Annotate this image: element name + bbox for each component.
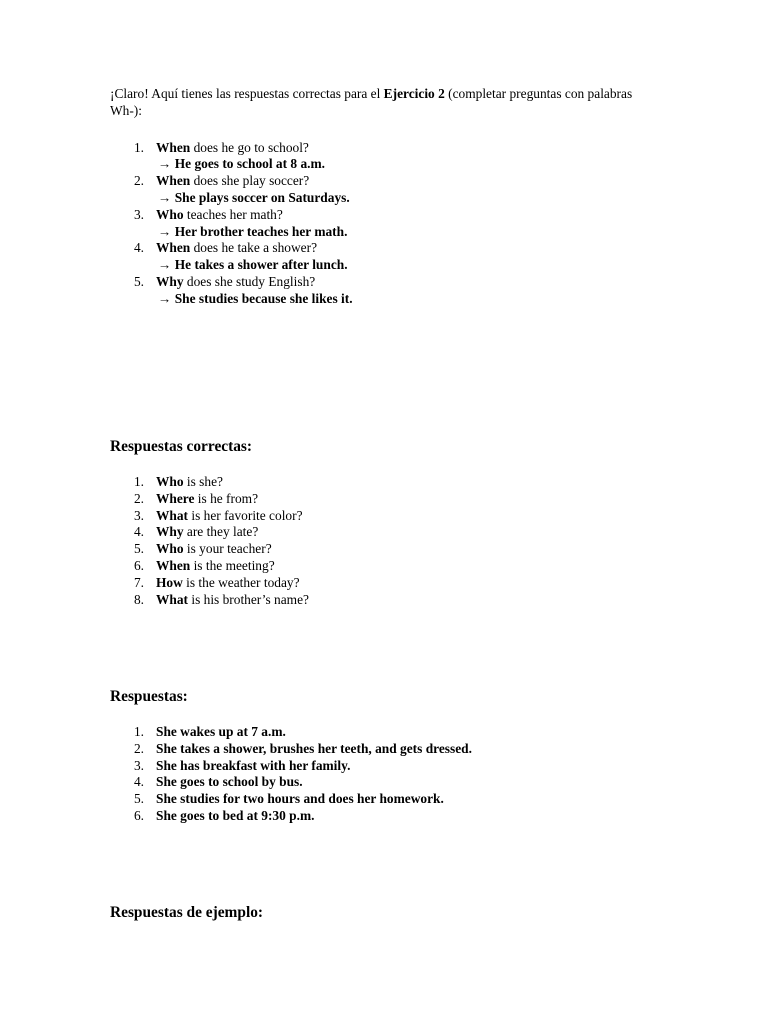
answers-list xyxy=(110,474,670,608)
list-item: 1. Who is she? xyxy=(133,474,223,489)
section-heading: Respuestas: xyxy=(110,688,188,705)
section-respuestas xyxy=(110,688,670,825)
list-item: 2. Where is he from? xyxy=(133,490,259,506)
intro-text-end: (completar preguntas con palabras Wh-): xyxy=(110,86,633,118)
list-item: 3. She has breakfast with her family. xyxy=(133,757,351,773)
intro-text: ¡Claro! Aquí tienes las respuestas correctas para el xyxy=(110,86,384,101)
list-item: 7. How is the weather today? xyxy=(133,574,300,590)
intro-block xyxy=(110,86,670,308)
answer: → She studies because she likes it. xyxy=(158,290,353,306)
list-item: 4. When does he take a shower? → He takes a shower after lunch. xyxy=(110,240,670,274)
answers-list xyxy=(110,724,670,825)
answer: → He goes to school at 8 a.m. xyxy=(158,156,325,172)
list-item: 1. She wakes up at 7 a.m. xyxy=(133,724,286,739)
list-item: 4. She goes to school by bus. xyxy=(133,774,303,790)
list-item: 2. She takes a shower, brushes her teeth, and gets dressed. xyxy=(133,740,472,756)
section-heading: Respuestas de ejemplo: xyxy=(110,904,264,921)
answer: → She plays soccer on Saturdays. xyxy=(158,189,350,205)
intro-bold: Ejercicio 2 xyxy=(383,86,445,101)
list-item: 2. When does she play soccer? → She plays soccer on Saturdays. xyxy=(110,173,670,207)
list-item: 5. She studies for two hours and does her homework. xyxy=(133,791,444,807)
list-item: 6. She goes to bed at 9:30 p.m. xyxy=(133,807,315,823)
list-item: 5. Who is your teacher? xyxy=(133,541,272,557)
section-respuestas-correctas xyxy=(110,438,670,608)
list-item: 3. What is her favorite color? xyxy=(133,507,303,523)
section-respuestas-de-ejemplo xyxy=(110,904,670,922)
list-item: 8. What is his brother’s name? xyxy=(133,591,309,607)
list-item: 4. Why are they late? xyxy=(133,524,259,540)
list-item: 3. Who teaches her math? → Her brother teaches her math. xyxy=(110,207,670,241)
list-item: 1. When does he go to school? → He goes to school at 8 a.m. xyxy=(110,140,670,174)
answer: → He takes a shower after lunch. xyxy=(158,257,348,273)
answer: → Her brother teaches her math. xyxy=(158,223,348,239)
intro-paragraph xyxy=(110,86,650,120)
list-item: 5. Why does she study English? → She studies because she likes it. xyxy=(110,274,670,308)
exercise2-list xyxy=(110,140,670,308)
list-item: 6. When is the meeting? xyxy=(133,557,275,573)
section-heading: Respuestas correctas: xyxy=(110,438,253,455)
